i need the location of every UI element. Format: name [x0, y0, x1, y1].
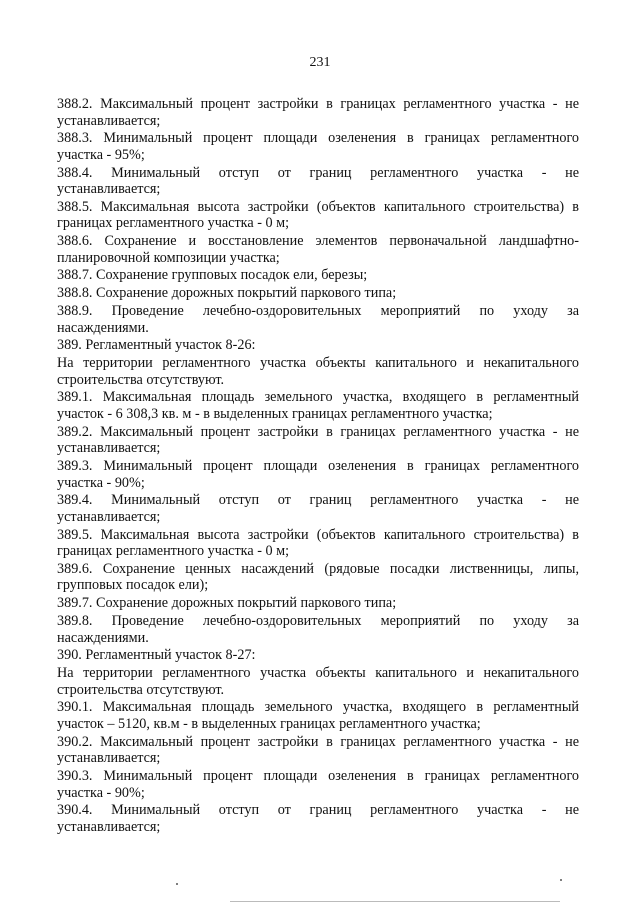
text-line: групповых посадок ели);: [57, 577, 209, 594]
text-line: 389. Регламентный участок 8-26:: [57, 337, 256, 354]
scan-speck: [176, 883, 178, 885]
text-line: На территории регламентного участка объекты капитального и некапитального: [57, 665, 579, 682]
text-line: 388.5. Максимальная высота застройки (объектов капитального строительства) в: [57, 198, 579, 215]
text-line: 389.6. Сохранение ценных насаждений (рядовые посадки лиственницы, липы,: [57, 560, 579, 577]
text-line: 389.8. Проведение лечебно-оздоровительных мероприятий по уходу за: [57, 613, 579, 630]
text-line: участок – 5120, кв.м - в выделенных границах регламентного участка;: [57, 715, 481, 732]
text-line: насаждениями.: [57, 319, 149, 336]
text-line: 389.4. Минимальный отступ от границ регламентного участка - не: [57, 492, 579, 509]
page-number: 231: [309, 55, 331, 70]
text-line: участок - 6 308,3 кв. м - в выделенных границах регламентного участка;: [57, 405, 493, 422]
text-line: 390. Регламентный участок 8-27:: [57, 647, 256, 664]
text-line: 388.9. Проведение лечебно-оздоровительных мероприятий по уходу за: [57, 303, 579, 320]
text-line: строительства отсутствуют.: [57, 681, 225, 698]
text-line: устанавливается;: [57, 508, 161, 525]
text-line: устанавливается;: [57, 750, 161, 767]
text-line: 388.2. Максимальный процент застройки в границах регламентного участка - не: [57, 96, 579, 112]
text-line: 389.7. Сохранение дорожных покрытий паркового типа;: [57, 595, 397, 612]
text-line: устанавливается;: [57, 112, 161, 129]
text-line: 390.2. Максимальный процент застройки в границах регламентного участка - не: [57, 733, 579, 750]
text-line: строительства отсутствуют.: [57, 371, 225, 388]
text-line: 390.1. Максимальная площадь земельного участка, входящего в регламентный: [57, 699, 579, 716]
text-line: устанавливается;: [57, 818, 161, 835]
text-line: 388.8. Сохранение дорожных покрытий паркового типа;: [57, 285, 397, 302]
text-line: 388.7. Сохранение групповых посадок ели, березы;: [57, 267, 368, 284]
text-line: границах регламентного участка - 0 м;: [57, 215, 290, 232]
text-line: участка - 95%;: [57, 146, 145, 163]
text-line: границах регламентного участка - 0 м;: [57, 543, 290, 560]
text-line: 389.1. Максимальная площадь земельного участка, входящего в регламентный: [57, 389, 579, 406]
text-line: 388.3. Минимальный процент площади озеленения в границах регламентного: [57, 130, 579, 147]
text-line: планировочной композиции участка;: [57, 249, 280, 266]
text-line: насаждениями.: [57, 629, 149, 646]
text-line: 389.5. Максимальная высота застройки (объектов капитального строительства) в: [57, 526, 579, 543]
text-line: устанавливается;: [57, 440, 161, 457]
text-line: На территории регламентного участка объекты капитального и некапитального: [57, 355, 579, 372]
document-body: [57, 96, 579, 835]
text-line: 388.6. Сохранение и восстановление элементов первоначальной ландшафтно-: [57, 233, 579, 250]
text-line: 390.3. Минимальный процент площади озеленения в границах регламентного: [57, 768, 579, 785]
text-line: 390.4. Минимальный отступ от границ регламентного участка - не: [57, 802, 579, 819]
text-line: 388.4. Минимальный отступ от границ регламентного участка - не: [57, 164, 579, 181]
text-line: устанавливается;: [57, 181, 161, 198]
text-line: 389.3. Минимальный процент площади озеленения в границах регламентного: [57, 458, 579, 475]
text-line: участка - 90%;: [57, 784, 145, 801]
scan-speck: [560, 879, 562, 881]
text-line: 389.2. Максимальный процент застройки в границах регламентного участка - не: [57, 423, 579, 440]
scan-artifact-line: [230, 901, 560, 902]
text-line: участка - 90%;: [57, 474, 145, 491]
